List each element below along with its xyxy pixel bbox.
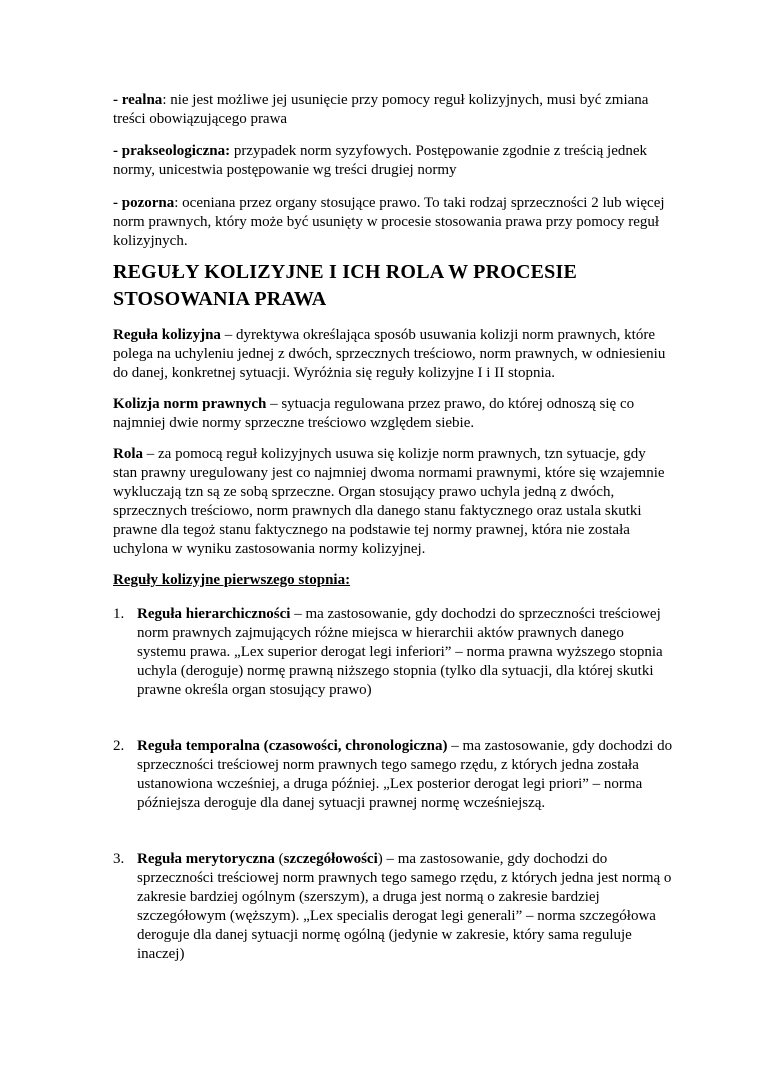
paragraph-prakseologiczna — [113, 142, 673, 180]
term-prakseologiczna: - prakseologiczna: — [113, 143, 231, 159]
term-realna: - realna — [113, 92, 163, 108]
term-pozorna: - pozorna — [113, 195, 175, 211]
term-kolizja-norm: Kolizja norm prawnych — [113, 396, 267, 412]
text-rola: – za pomocą reguł kolizyjnych usuwa się kolizje norm prawnych, tzn sytuacje, gdy stan prawny uregulowany jest co najmniej dwoma normami prawnymi, które się wzajemnie wykluczają tzn są ze sobą sprzeczne. Organ stosujący prawo uchyla jedną z dwóch, sprzecznych treściowo, norm prawnych dla danego stanu faktycznego oraz ustala skutki prawne dla tegoż stanu faktycznego na podstawie tej normy prawnej, która nie została uchylona w wyniku zastosowania normy kolizyjnej. — [113, 446, 665, 557]
section-heading: REGUŁY KOLIZYJNE I ICH ROLA W PROCESIE STOSOWANIA PRAWA — [113, 261, 577, 310]
definition-rola — [113, 445, 673, 559]
definition-regula-kolizyjna — [113, 326, 673, 383]
rule-term-paren: ( — [274, 851, 284, 867]
rule-term-2: szczegółowości — [283, 851, 378, 867]
term-regula-kolizyjna: Reguła kolizyjna — [113, 327, 221, 343]
list-number: 2. — [113, 738, 125, 754]
subheading-first-degree: Reguły kolizyjne pierwszego stopnia: — [113, 572, 351, 588]
document-page — [113, 91, 673, 964]
text-pozorna: : oceniana przez organy stosujące prawo. To taki rodzaj sprzeczności 2 lub więcej norm prawnych, który może być usunięty w procesie stosowania prawa przy pomocy reguł kolizyjnych. — [113, 195, 665, 249]
term-rola: Rola — [113, 446, 143, 462]
rule-text: ) – ma zastosowanie, gdy dochodzi do sprzeczności treściowej norm prawnych tego samego rzędu, z których jedna jest normą o zakresie bardziej ogólnym (szerszym), a druga jest normą o zakresie bardziej szczegółowym (węższym). „Lex specialis derogat legi generali” – norma szczegółowa deroguje dla danej sytuacji normę ogólną (jedynie w zakresie, który sama reguluje inaczej) — [137, 851, 672, 962]
paragraph-realna — [113, 91, 673, 129]
rule-text: – ma zastosowanie, gdy dochodzi do sprzeczności treściowej norm prawnych zajmujących różne miejsca w hierarchii aktów prawnych danego systemu prawa. „Lex superior derogat legi inferiori” – norma prawna wyższego stopnia uchyla (deroguje) normę prawną niższego stopnia (tylko dla sytuacji, dla której skutki prawne określa organ stosujący prawo) — [137, 606, 663, 698]
list-item-merytoryczna — [113, 850, 673, 964]
text-regula-kolizyjna: – dyrektywa określająca sposób usuwania kolizji norm prawnych, które polega na uchyleniu jednej z dwóch, sprzecznych treściowo, norm prawnych, w odniesieniu do danej, konkretnej sytuacji. Wyróżnia się reguły kolizyjne I i II stopnia. — [113, 327, 666, 381]
text-realna: : nie jest możliwe jej usunięcie przy pomocy reguł kolizyjnych, musi być zmiana treści obowiązującego prawa — [113, 92, 649, 127]
paragraph-pozorna — [113, 194, 673, 251]
list-number: 3. — [113, 851, 125, 867]
text-prakseologiczna: przypadek norm syzyfowych. Postępowanie zgodnie z treścią jednek normy, unicestwia postępowanie wg treści drugiej normy — [113, 143, 648, 178]
list-item-hierarchicznosci — [113, 605, 673, 700]
list-item-temporalna — [113, 737, 673, 813]
text-kolizja-norm: – sytuacja regulowana przez prawo, do której odnoszą się co najmniej dwie normy sprzeczne treściowo względem siebie. — [113, 396, 635, 431]
list-number: 1. — [113, 606, 125, 622]
rule-term: Reguła merytoryczna — [137, 851, 275, 867]
definition-kolizja-norm — [113, 395, 673, 433]
rule-text: – ma zastosowanie, gdy dochodzi do sprzeczności treściowej norm prawnych tego samego rzędu, z których jedna została ustanowiona wcześniej, a druga później. „Lex posterior derogat legi priori” – norma późniejsza deroguje dla danej sytuacji prawnej normę wcześniejszą. — [137, 738, 673, 811]
rule-term: Reguła hierarchiczności — [137, 606, 291, 622]
rule-term: Reguła temporalna (czasowości, chronologiczna) — [137, 738, 448, 754]
